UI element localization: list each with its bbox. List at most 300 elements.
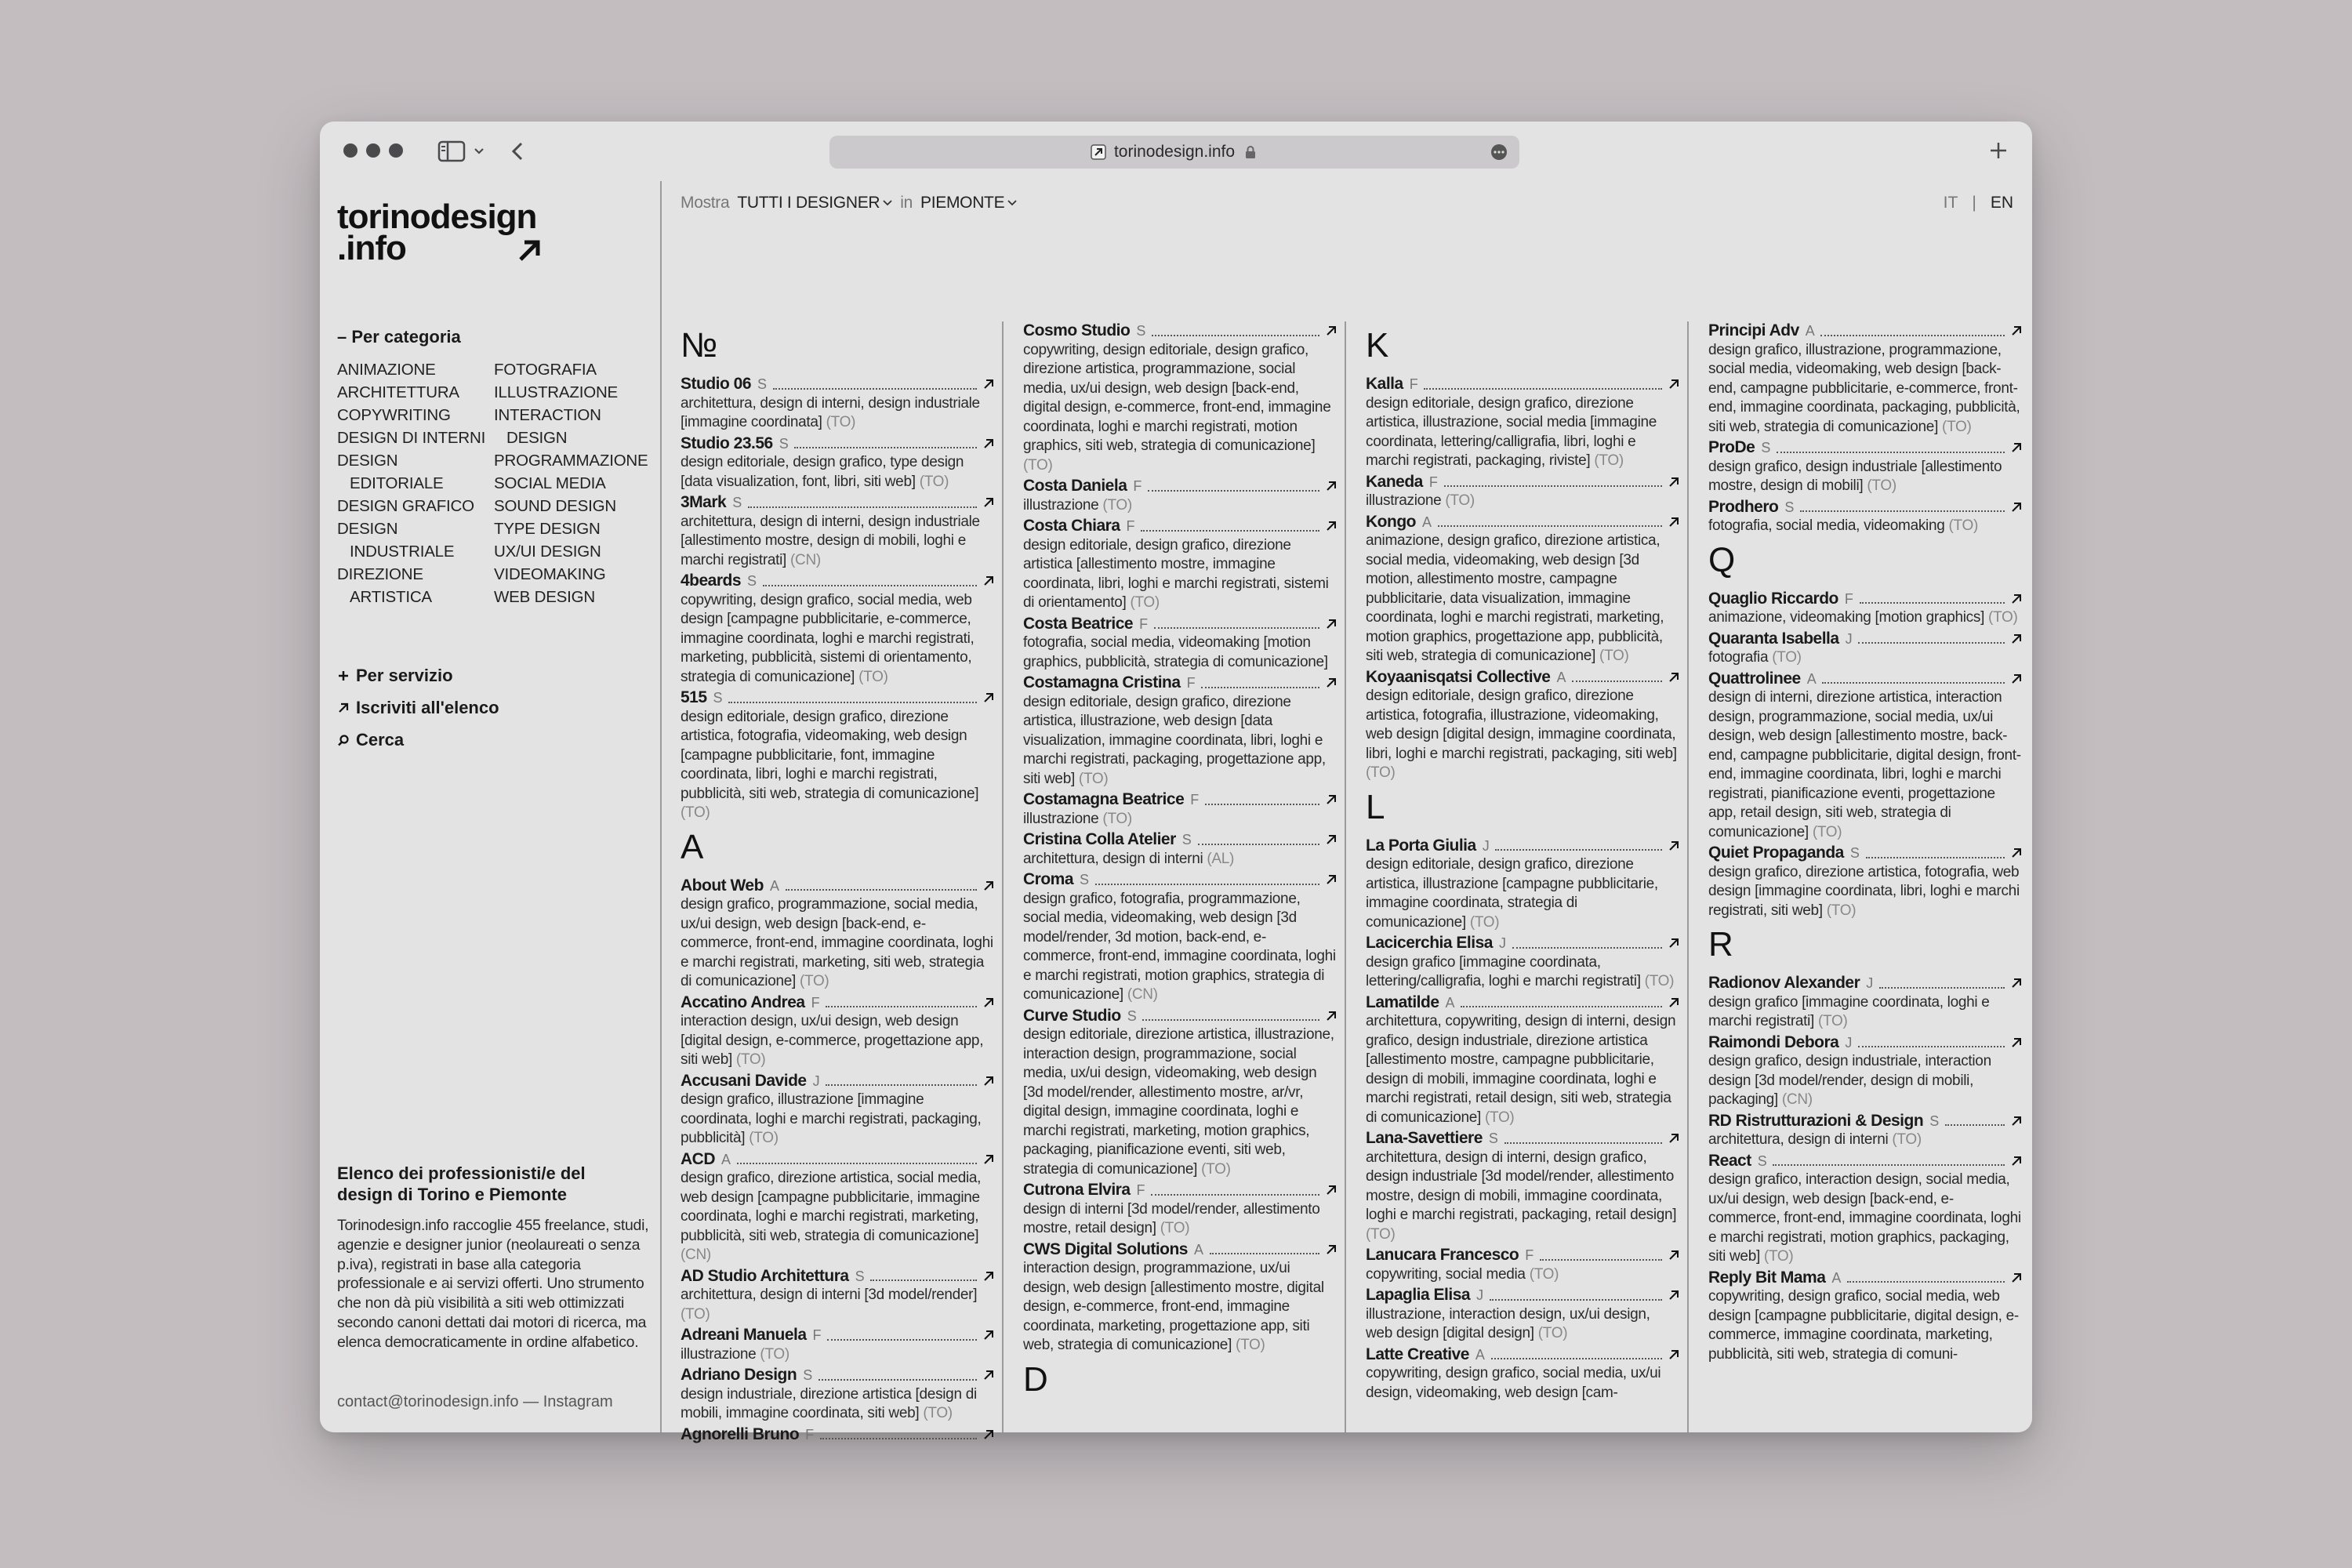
arrow-up-right-icon (1668, 840, 1679, 851)
designer-description (681, 394, 994, 433)
designer-province: (TO) (1763, 1248, 1794, 1265)
designer-description (681, 1169, 994, 1265)
plus-icon (337, 670, 350, 682)
designer-province: (TO) (1772, 649, 1802, 666)
back-arrow-icon[interactable] (508, 139, 527, 164)
designer-description (1366, 687, 1679, 783)
designer-name: Costa Beatrice (1023, 614, 1134, 633)
designer-province: (TO) (923, 1405, 953, 1421)
designer-province: (TO) (1867, 477, 1896, 494)
designer-type-badge: F (1525, 1247, 1534, 1263)
designer-name: Kaneda (1366, 472, 1423, 491)
designer-description (1708, 341, 2022, 437)
designer-type-badge: S (713, 690, 723, 706)
category-link[interactable]: EDITORIALE (350, 474, 444, 492)
designer-link[interactable] (1023, 1007, 1337, 1026)
designer-link[interactable] (1023, 1181, 1337, 1200)
lang-en-link[interactable]: EN (1990, 194, 2013, 212)
designer-description (1366, 1305, 1679, 1344)
designer-description (1708, 1052, 2022, 1110)
designer-description (1366, 394, 1679, 471)
designer-services: fotografia, social media, videomaking (1708, 517, 1945, 534)
minimize-window-button[interactable] (366, 143, 380, 158)
designer-name: Latte Creative (1366, 1345, 1469, 1363)
list-item (1023, 477, 1337, 515)
designer-description (1708, 688, 2022, 842)
designer-description (1366, 1364, 1679, 1403)
dot-leader (1154, 627, 1319, 629)
list-item (1708, 590, 2022, 628)
designer-link[interactable] (681, 1366, 994, 1385)
designer-services: illustrazione (1023, 810, 1099, 827)
designer-province: (TO) (760, 1345, 789, 1363)
category-heading[interactable]: – Per categoria (337, 327, 461, 347)
chevron-down-icon[interactable] (472, 143, 486, 158)
category-link[interactable]: FOTOGRAFIA (494, 361, 597, 379)
arrow-up-right-icon (983, 1370, 994, 1381)
designer-link[interactable] (1366, 375, 1679, 394)
designer-link[interactable] (1708, 1152, 2022, 1171)
designer-description (1023, 496, 1337, 516)
designer-province: (TO) (1102, 496, 1132, 514)
arrow-up-right-icon (2011, 848, 2022, 858)
designer-link[interactable] (1366, 1286, 1679, 1305)
designer-province: (TO) (1366, 764, 1396, 781)
designer-description (681, 895, 994, 992)
designer-name: AD Studio Architettura (681, 1266, 849, 1285)
designer-services: architettura, design di interni [3d model/render] (681, 1287, 978, 1303)
designer-name: Kalla (1366, 375, 1403, 393)
designer-province: (TO) (1469, 913, 1500, 931)
designer-name: Raimondi Debora (1708, 1033, 1839, 1051)
designer-link[interactable] (681, 1267, 994, 1287)
designer-services: design editoriale, design grafico, type design [data visualization, font, libri, siti web] (681, 454, 964, 490)
designer-province: (CN) (1127, 986, 1158, 1003)
arrow-up-right-icon (983, 497, 994, 508)
list-item (1708, 1033, 2022, 1110)
designer-link[interactable] (1366, 1246, 1679, 1265)
arrow-up-right-icon (1326, 874, 1337, 885)
lang-it-link[interactable]: IT (1943, 194, 1958, 212)
designer-services: interaction design, programmazione, ux/ui design, web design [allestimento mostre, digital design, e-commerce, front-end, immagine coordinata, marketing, progettazione app, siti web, strategia di comunicazione] (1023, 1260, 1324, 1353)
designer-services: design di interni [3d model/render, allestimento mostre, retail design] (1023, 1200, 1320, 1236)
designer-type-badge: A (769, 877, 779, 894)
category-link[interactable]: PROGRAMMAZIONE (494, 452, 648, 470)
designer-services: architettura, design di interni, design industriale [allestimento mostre, design di mobili, loghi e marchi registrati] (681, 513, 980, 568)
designer-type-select[interactable] (737, 194, 892, 212)
designer-name: 4beards (681, 572, 742, 590)
designer-type-badge: F (1126, 518, 1135, 534)
designer-type-badge: S (1488, 1131, 1498, 1146)
designer-name: Adreani Manuela (681, 1326, 807, 1344)
designer-link[interactable] (1708, 1112, 2022, 1131)
directory-column-3 (1366, 321, 1679, 1404)
designer-description (681, 1385, 994, 1424)
list-item (1708, 974, 2022, 1032)
designer-province: (TO) (1826, 902, 1857, 919)
designer-link[interactable] (1366, 473, 1679, 492)
service-filter-link[interactable] (337, 659, 499, 691)
dot-leader (773, 388, 977, 390)
list-item (681, 493, 994, 570)
directory-column-1 (681, 321, 994, 1446)
designer-services: design grafico, programmazione, social media, ux/ui design, web design [back-end, e-commerce, front-end, immagine coordinata, loghi e marchi registrati, marketing, siti web, strategia di comunicazione] (681, 896, 993, 989)
designer-link[interactable] (681, 1425, 994, 1445)
designer-description (1366, 492, 1679, 511)
designer-link[interactable] (1708, 1269, 2022, 1288)
designer-type-badge: J (1845, 1034, 1853, 1051)
show-label: Mostra (681, 194, 730, 212)
dot-leader (1866, 857, 2005, 858)
designer-description (681, 1345, 994, 1365)
designer-link[interactable] (1023, 615, 1337, 634)
arrow-up-right-icon (2011, 978, 2022, 989)
category-link[interactable]: VIDEOMAKING (494, 565, 606, 583)
arrow-up-right-icon (1326, 1011, 1337, 1022)
instagram-link[interactable]: Instagram (543, 1393, 613, 1410)
designer-services: design editoriale, direzione artistica, illustrazione, interaction design, programmazione, social media, ux/ui design, videomaking, web design [3d model/render, allestimento mostre, ar/vr, digital design, immagine coordinata, loghi e marchi registrati, marketing, motion graphics, packaging, pianificazione eventi, siti web, strategia di comunicazione] (1023, 1026, 1334, 1178)
new-tab-plus-icon[interactable] (1987, 139, 2010, 162)
designer-services: illustrazione (1366, 492, 1442, 509)
letter-heading: K (1366, 326, 1389, 365)
directory-column-2 (1023, 321, 1337, 1409)
arrow-up-right-icon (1668, 997, 1679, 1008)
category-link[interactable]: SOCIAL MEDIA (494, 474, 606, 492)
dot-leader (1438, 525, 1662, 527)
service-filter-label: Per servizio (356, 666, 453, 685)
category-link[interactable]: ANIMAZIONE (337, 361, 436, 379)
designer-description (681, 591, 994, 688)
arrow-up-right-icon (983, 1429, 994, 1440)
column-divider (1345, 321, 1346, 1432)
url-text: torinodesign.info (1113, 143, 1236, 161)
designer-description (1023, 890, 1337, 1005)
designer-services: design grafico [immagine coordinata, loghi e marchi registrati] (1708, 993, 1990, 1029)
category-link[interactable]: UX/UI DESIGN (494, 543, 601, 561)
list-item (1366, 837, 1679, 933)
designer-link[interactable] (1366, 1129, 1679, 1149)
designer-link[interactable] (681, 1150, 994, 1170)
list-item (1023, 790, 1337, 829)
dot-leader (1210, 1253, 1319, 1254)
dot-leader (1773, 1164, 2005, 1166)
category-link[interactable]: INTERACTION (494, 406, 601, 424)
designer-services: animazione, videomaking [motion graphics] (1708, 609, 1985, 626)
letter-heading: A (681, 827, 704, 866)
about-title: Elenco dei professionisti/e del design di Torino e Piemonte (337, 1163, 586, 1204)
designer-name: Lamatilde (1366, 993, 1439, 1011)
arrow-up-right-icon (1668, 938, 1679, 949)
designer-description (1023, 536, 1337, 613)
category-link[interactable]: WEB DESIGN (494, 588, 595, 606)
designer-type-badge: S (1080, 872, 1089, 887)
list-item (681, 688, 994, 823)
search-link[interactable] (337, 724, 499, 756)
arrow-up-right-icon (1326, 619, 1337, 630)
list-item (1023, 870, 1337, 1005)
designer-province: (TO) (1236, 1337, 1265, 1353)
designer-province: (TO) (1599, 648, 1629, 664)
designer-type-badge: F (1136, 1182, 1145, 1198)
designer-link[interactable] (1023, 673, 1337, 693)
dot-leader (1495, 849, 1662, 851)
designer-type-badge: S (757, 376, 767, 392)
designer-link[interactable] (1366, 513, 1679, 532)
designer-link[interactable] (1708, 590, 2022, 609)
designer-services: fotografia (1708, 649, 1769, 666)
dot-leader (1945, 1124, 2005, 1126)
list-item (1708, 498, 2022, 536)
designer-services: design grafico, design industriale [allestimento mostre, design di mobili] (1708, 458, 2002, 494)
category-link[interactable]: DESIGN (506, 429, 568, 447)
category-link[interactable]: DESIGN (337, 520, 398, 538)
dot-leader (1512, 947, 1662, 949)
category-link[interactable]: TYPE DESIGN (494, 520, 601, 538)
designer-link[interactable] (681, 434, 994, 454)
designer-services: design grafico, interaction design, social media, ux/ui design, web design [back-end, e-commerce, front-end, immagine coordinata, loghi e marchi registrati, motion graphics, packaging, siti web] (1708, 1171, 2021, 1265)
list-item (681, 1150, 994, 1265)
designer-services: design grafico, direzione artistica, fotografia, web design [immagine coordinata, libri, loghi e marchi registrati, siti web] (1708, 863, 2020, 919)
dot-leader (1491, 1358, 1662, 1359)
dot-leader (728, 702, 977, 703)
more-options-icon[interactable] (1490, 143, 1508, 161)
address-bar[interactable] (829, 136, 1519, 169)
designer-name: Lacicerchia Elisa (1366, 934, 1493, 952)
language-switcher (1944, 194, 2013, 212)
designer-services: copywriting, design grafico, social media, ux/ui design, videomaking, web design [cam- (1366, 1365, 1661, 1401)
designer-province: (TO) (1892, 1131, 1922, 1148)
designer-link[interactable] (1023, 321, 1337, 341)
list-item (1023, 1181, 1337, 1239)
designer-link[interactable] (1023, 517, 1337, 536)
designer-type-badge: A (1194, 1241, 1203, 1258)
designer-link[interactable] (1023, 1240, 1337, 1260)
arrow-up-right-icon (2011, 502, 2022, 513)
designer-link[interactable] (681, 572, 994, 591)
designer-type-badge: S (1136, 323, 1146, 339)
designer-name: ACD (681, 1149, 715, 1168)
designer-type-badge: J (1482, 837, 1490, 854)
designer-services: architettura, copywriting, design di interni, design grafico, design industriale, direzione artistica [allestimento mostre, campagne pubblicitarie, design di mobili, immagine coordinata, loghi e marchi registrati, retail design, siti web, strategia di comunicazione] (1366, 1013, 1676, 1126)
dot-leader (1847, 1281, 2005, 1283)
designer-link[interactable] (1708, 974, 2022, 993)
dot-leader (1201, 687, 1319, 688)
list-item (1708, 844, 2022, 920)
designer-link[interactable] (1366, 668, 1679, 688)
category-link[interactable]: DIREZIONE (337, 565, 423, 583)
register-label: Iscriviti all'elenco (356, 698, 499, 717)
designer-province: (TO) (1812, 823, 1842, 840)
list-item (1708, 438, 2022, 496)
designer-link[interactable] (1708, 321, 2022, 341)
category-link[interactable]: INDUSTRIALE (350, 543, 455, 561)
designer-description (1708, 517, 2022, 536)
designer-link[interactable] (681, 1072, 994, 1091)
list-item (1366, 1129, 1679, 1244)
sidebar-toggle-icon[interactable] (437, 140, 466, 162)
dot-leader (1490, 1299, 1662, 1301)
letter-heading: № (681, 326, 717, 365)
arrow-up-right-icon (983, 1154, 994, 1165)
designer-link[interactable] (681, 493, 994, 513)
designer-name: Cosmo Studio (1023, 321, 1131, 339)
list-item (681, 1366, 994, 1424)
designer-services: design grafico, illustrazione, programmazione, social media, videomaking, web design [back-end, campagne pubblicitarie, e-commerce, front-end, immagine coordinata, packaging, pubblicità, siti web, strategia di comunicazione] (1708, 341, 2020, 435)
designer-name: Quaglio Riccardo (1708, 589, 1838, 608)
designer-type-badge: J (1498, 935, 1506, 951)
designer-services: copywriting, design grafico, social media, web design [campagne pubblicitarie, e-commerce, immagine coordinata, loghi e marchi registrati, marketing, pubblicità, sistemi di orientamento, strategia di comunicazione] (681, 591, 975, 685)
contact-email-link[interactable]: contact@torinodesign.info (337, 1393, 519, 1410)
designer-province: (TO) (1102, 810, 1132, 827)
designer-name: Costamagna Beatrice (1023, 790, 1185, 808)
category-link[interactable]: ILLUSTRAZIONE (494, 383, 619, 401)
designer-link[interactable] (1708, 630, 2022, 649)
list-item (681, 434, 994, 492)
designer-province: (TO) (1366, 1225, 1396, 1243)
designer-description (1023, 341, 1337, 476)
designer-link[interactable] (681, 688, 994, 708)
designer-name: ProDe (1708, 438, 1755, 456)
dot-leader (1504, 1142, 1662, 1144)
category-link[interactable]: ARTISTICA (350, 588, 432, 606)
register-link[interactable] (337, 691, 499, 724)
designer-link[interactable] (1023, 790, 1337, 810)
designer-province: (TO) (919, 473, 949, 490)
search-label: Cerca (356, 730, 405, 750)
designer-name: Quattrolinee (1708, 669, 1801, 688)
dot-leader (1879, 987, 2005, 989)
designer-name: Cristina Colla Atelier (1023, 830, 1176, 848)
designer-link[interactable] (1708, 438, 2022, 458)
arrow-up-right-icon (2011, 1116, 2022, 1127)
designer-name: Adriano Design (681, 1366, 797, 1384)
designer-link[interactable] (1023, 870, 1337, 890)
category-column-left (337, 358, 494, 608)
designer-type-badge: S (1761, 440, 1771, 456)
designer-type-badge: F (812, 1327, 822, 1343)
column-divider (1687, 321, 1689, 1432)
designer-description (1708, 863, 2022, 921)
designer-name: Prodhero (1708, 497, 1779, 516)
designer-name: Studio 23.56 (681, 434, 773, 452)
designer-services: architettura, design di interni, design grafico, design industriale [3d model/render, allestimento mostre, design di mobili, immagine coordinata, loghi e marchi registrati, packaging, retail design] (1366, 1149, 1677, 1223)
list-item (1366, 993, 1679, 1128)
designer-link[interactable] (1366, 993, 1679, 1013)
filter-bar (681, 194, 1017, 212)
list-item (681, 993, 994, 1070)
designer-type-badge: S (1849, 845, 1860, 861)
category-link[interactable]: DESIGN DI INTERNI (337, 429, 486, 447)
designer-link[interactable] (681, 877, 994, 896)
designer-link[interactable] (1708, 844, 2022, 863)
dot-leader (737, 1163, 977, 1164)
dot-leader (1148, 490, 1319, 492)
site-logo[interactable] (337, 198, 537, 267)
designer-description (1708, 1287, 2022, 1364)
category-link[interactable]: SOUND DESIGN (494, 497, 616, 515)
arrow-up-right-icon (337, 702, 350, 714)
designer-services: fotografia, social media, videomaking [motion graphics, pubblicità, strategia di comunicazione] (1023, 634, 1328, 670)
designer-province: (TO) (1537, 1325, 1568, 1341)
designer-type-badge: F (1409, 376, 1418, 392)
category-link[interactable]: DESIGN (337, 452, 398, 470)
designer-type-badge: A (1806, 670, 1817, 687)
category-link[interactable]: COPYWRITING (337, 406, 451, 424)
list-item (1708, 1152, 2022, 1267)
designer-province: (TO) (858, 668, 888, 685)
designer-province: (TO) (1818, 1013, 1848, 1029)
category-link[interactable]: ARCHITETTURA (337, 383, 459, 401)
category-link[interactable]: DESIGN GRAFICO (337, 497, 474, 515)
designer-type-badge: J (1845, 630, 1853, 647)
designer-services: design editoriale, design grafico, direzione artistica, illustrazione, social media [immagine coordinata, lettering/calligrafia, libri, loghi e marchi registrati, packaging, riviste] (1366, 394, 1657, 469)
chevron-down-icon (883, 200, 892, 206)
list-item (1023, 615, 1337, 673)
designer-link[interactable] (1023, 477, 1337, 496)
region-value: PIEMONTE (920, 194, 1005, 212)
designer-type-badge: F (805, 1426, 814, 1443)
designer-services: design editoriale, design grafico, direzione artistica, illustrazione, web design [data visualization, immagine coordinata, libri, loghi e marchi registrati, packaging, progettazione app, siti web] (1023, 693, 1326, 787)
designer-name: Reply Bit Mama (1708, 1268, 1826, 1287)
arrow-up-right-icon (2011, 1156, 2022, 1167)
designer-type-badge: S (1757, 1152, 1767, 1169)
designer-link[interactable] (1708, 670, 2022, 689)
list-item (1366, 668, 1679, 783)
designer-type-badge: A (1831, 1269, 1842, 1286)
arrow-up-right-icon (1326, 1244, 1337, 1255)
designer-link[interactable] (1366, 837, 1679, 856)
designer-link[interactable] (681, 375, 994, 394)
designer-province: (TO) (681, 804, 710, 821)
dot-leader (826, 1006, 977, 1007)
dot-leader (1198, 844, 1320, 845)
dot-leader (1151, 1194, 1319, 1196)
designer-description (1708, 608, 2022, 628)
designer-type-badge: F (1133, 478, 1142, 494)
arrow-up-right-icon (983, 692, 994, 703)
arrow-up-right-icon (983, 1330, 994, 1341)
designer-name: Kongo (1366, 512, 1416, 531)
designer-type-badge: S (1181, 832, 1192, 848)
dot-leader (1540, 1259, 1662, 1261)
designer-link[interactable] (681, 1326, 994, 1345)
designer-link[interactable] (1023, 830, 1337, 850)
list-item (681, 1072, 994, 1149)
designer-services: architettura, design di interni (1023, 850, 1203, 867)
maximize-window-button[interactable] (389, 143, 403, 158)
designer-link[interactable] (1366, 934, 1679, 953)
designer-link[interactable] (1366, 1345, 1679, 1365)
designer-link[interactable] (681, 993, 994, 1013)
arrow-up-right-icon (1326, 1185, 1337, 1196)
list-item (1023, 1240, 1337, 1356)
list-item (1708, 670, 2022, 843)
designer-link[interactable] (1708, 498, 2022, 517)
browser-window (320, 122, 2032, 1443)
category-column-right (494, 358, 651, 608)
close-window-button[interactable] (343, 143, 358, 158)
logo-arrow-icon (516, 236, 544, 264)
designer-description (1366, 1012, 1679, 1127)
dot-leader (1142, 1019, 1319, 1021)
designer-description (1023, 1259, 1337, 1356)
arrow-up-right-icon (1326, 325, 1337, 336)
designer-link[interactable] (1708, 1033, 2022, 1053)
designer-province: (TO) (749, 1130, 779, 1146)
region-select[interactable] (920, 194, 1017, 212)
designer-province: (CN) (681, 1247, 711, 1263)
designer-name: Principi Adv (1708, 321, 1799, 339)
